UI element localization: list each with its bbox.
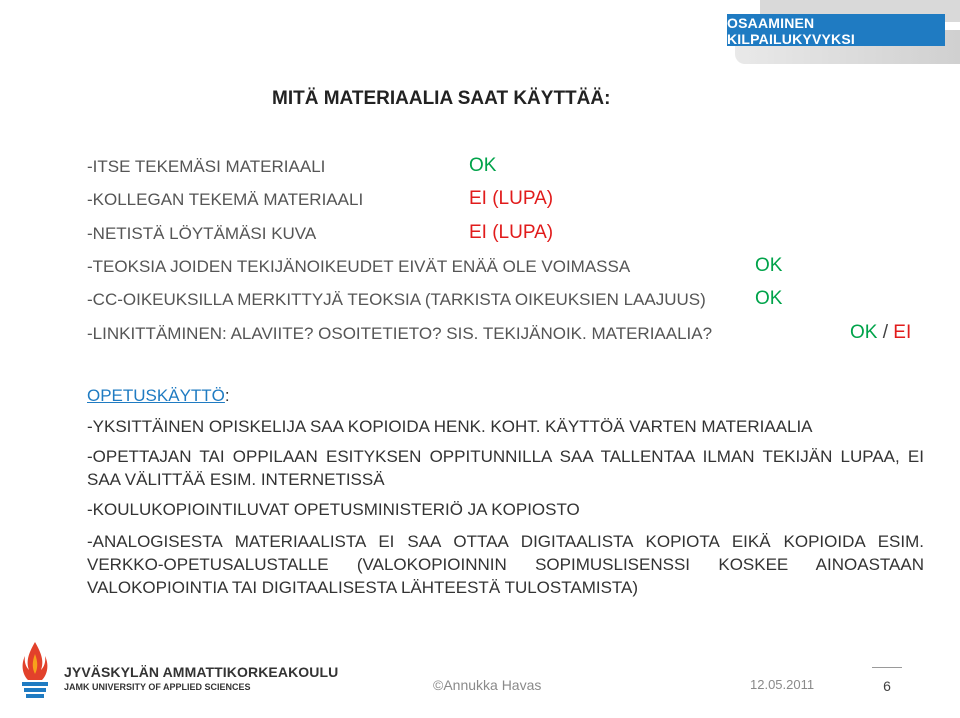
verdict-linking-ok: OK [850, 322, 878, 343]
logo-text-english: JAMK UNIVERSITY OF APPLIED SCIENCES [64, 682, 251, 692]
verdict-own: OK [469, 155, 497, 176]
teaching-use-heading-text: OPETUSKÄYTTÖ [87, 386, 225, 405]
material-row-colleague: -KOLLEGAN TEKEMÄ MATERIAALI [87, 190, 364, 209]
verdict-cc-works: OK [755, 288, 783, 309]
slide-title: MITÄ MATERIAALIA SAAT KÄYTTÄÄ: [272, 88, 611, 109]
teaching-use-heading-colon: : [224, 386, 230, 405]
teaching-bullet-personal-copy: -YKSITTÄINEN OPISKELIJA SAA KOPIOIDA HENK. KOHT. KÄYTTÖÄ VARTEN MATERIAALIA [87, 417, 813, 436]
slogan-banner: OSAAMINEN KILPAILUKYVYKSI [727, 14, 945, 46]
verdict-linking-separator: / [877, 322, 894, 343]
verdict-linking [850, 322, 911, 344]
verdict-linking-ei: EI [893, 322, 912, 343]
jamk-logo-icon [18, 640, 52, 702]
verdict-expired-rights: OK [755, 255, 783, 276]
logo-text-finnish: JYVÄSKYLÄN AMMATTIKORKEAKOULU [64, 664, 339, 680]
material-row-linking: -LINKITTÄMINEN: ALAVIITE? OSOITETIETO? SIS. TEKIJÄNOIK. MATERIAALIA? [87, 324, 713, 343]
material-row-web-image: -NETISTÄ LÖYTÄMÄSI KUVA [87, 224, 317, 243]
material-row-own: -ITSE TEKEMÄSI MATERIAALI [87, 157, 326, 176]
material-row-cc-works: -CC-OIKEUKSILLA MERKITTYJÄ TEOKSIA (TARKISTA OIKEUKSIEN LAAJUUS) [87, 290, 706, 309]
footer-author: ©Annukka Havas [433, 677, 542, 693]
page-number: 6 [872, 667, 902, 704]
teaching-bullet-licences: -KOULUKOPIOINTILUVAT OPETUSMINISTERIÖ JA KOPIOSTO [87, 500, 580, 519]
teaching-use-heading [87, 386, 230, 406]
teaching-bullet-analog-material: -ANALOGISESTA MATERIAALISTA EI SAA OTTAA DIGITAALISTA KOPIOTA EIKÄ KOPIOIDA ESIM. VERKKO-OPETUSALUSTALLE (VALOKOPIOINNIN SOPIMUSLISENSSI KOSKEE AINOASTAAN VALOKOPIOINTIA TAI DIGITAALISESTA LÄHTEESTÄ TULOSTAMISTA) [87, 532, 924, 597]
verdict-colleague: EI (LUPA) [469, 188, 554, 209]
teaching-bullet-recording: -OPETTAJAN TAI OPPILAAN ESITYKSEN OPPITUNNILLA SAA TALLENTAA ILMAN TEKIJÄN LUPAA, EI SAA VÄLITTÄÄ ESIM. INTERNETISSÄ [87, 447, 924, 489]
footer-date: 12.05.2011 [750, 677, 815, 692]
verdict-web-image: EI (LUPA) [469, 222, 554, 243]
material-row-expired-rights: -TEOKSIA JOIDEN TEKIJÄNOIKEUDET EIVÄT ENÄÄ OLE VOIMASSA [87, 257, 631, 276]
